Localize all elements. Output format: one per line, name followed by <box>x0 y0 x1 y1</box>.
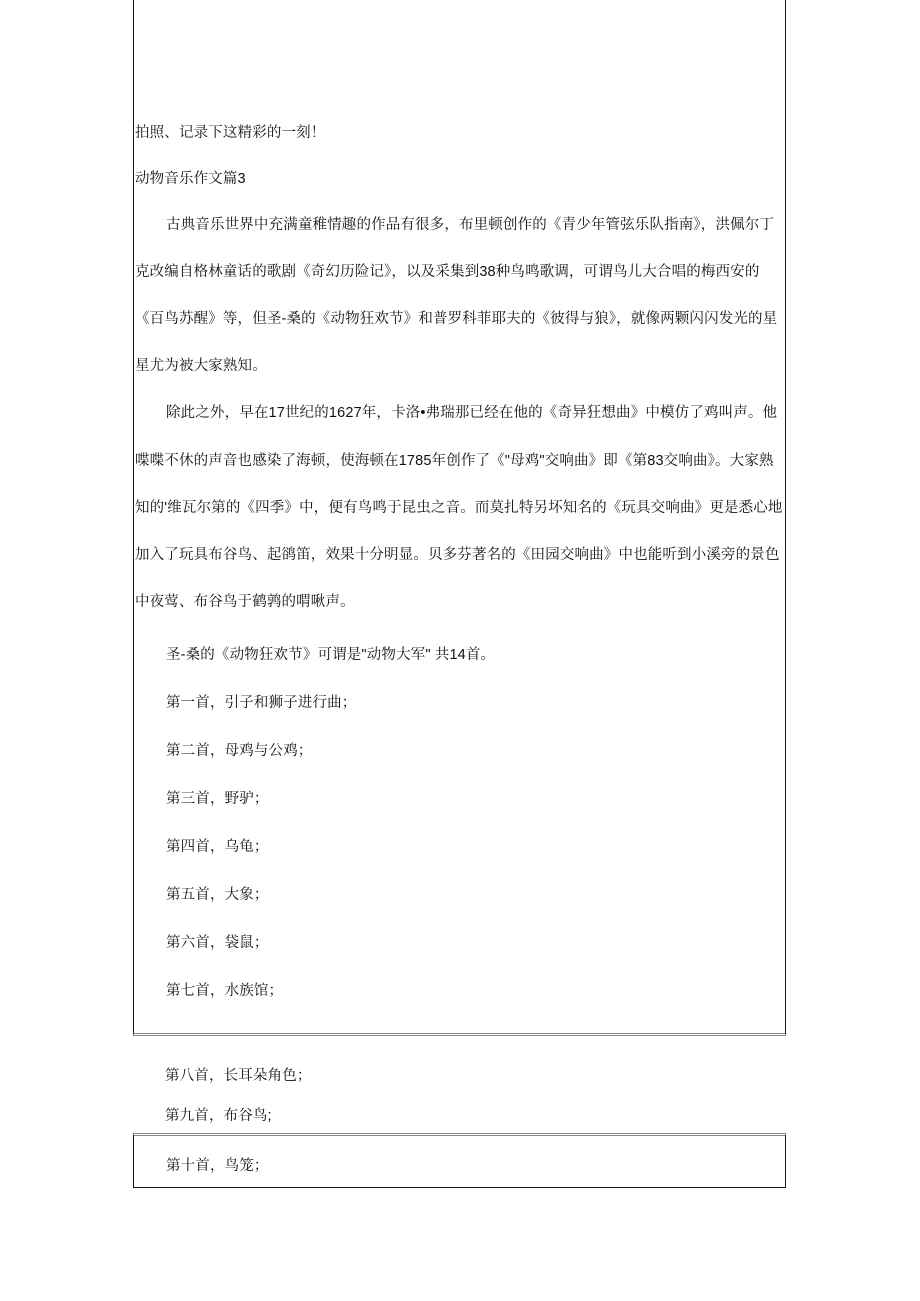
page-content-2 <box>133 1046 784 1132</box>
text-line: 星尤为被大家熟知。 <box>135 358 267 374</box>
text-line: 第七首，水族馆； <box>166 983 284 999</box>
document-page-block-1 <box>133 0 786 1036</box>
page-content-1 <box>134 0 785 1033</box>
text-line: 第三首，野驴； <box>166 791 269 807</box>
text-line: 第十首，鸟笼； <box>166 1158 269 1174</box>
text-line: 《百鸟苏醒》等，但圣-桑的《动物狂欢节》和普罗科菲耶夫的《彼得与狼》，就像两颗闪闪发光的星 <box>135 311 778 327</box>
text-line: 拍照、记录下这精彩的一刻！ <box>135 125 326 141</box>
text-line: 喋喋不休的声音也感染了海顿，使海顿在1785年创作了《"母鸡"交响曲》即《第83交响曲》。大家熟 <box>135 453 774 469</box>
text-line: 第四首，乌龟； <box>166 839 269 855</box>
text-line: 中夜莺、布谷鸟于鹤鹑的喟啾声。 <box>135 594 355 610</box>
text-line: 第六首，袋鼠； <box>166 935 269 951</box>
text-line: 加入了玩具布谷鸟、起鹆笛，效果十分明显。贝多芬著名的《田园交响曲》中也能听到小溪旁的景色 <box>135 547 780 563</box>
document-page-block-2 <box>133 1046 784 1132</box>
page-content-3 <box>134 1136 785 1187</box>
text-line: 克改编自格林童话的歌剧《奇幻历险记》，以及采集到38种鸟鸣歌调，可谓鸟儿大合唱的梅西安的 <box>135 264 760 280</box>
text-line: 古典音乐世界中充满童稚情趣的作品有很多，布里顿创作的《青少年管弦乐队指南》，洪佩尔丁 <box>166 217 775 233</box>
text-line: 第五首，大象； <box>166 887 269 903</box>
document-page-block-3 <box>133 1133 786 1188</box>
text-line: 第二首，母鸡与公鸡； <box>166 743 313 759</box>
text-line: 知的'维瓦尔第的《四季》中，便有鸟鸣于昆虫之音。而莫扎特另坏知名的《玩具交响曲》更是悉心地 <box>135 500 783 516</box>
text-line: 除此之外，早在17世纪的1627年，卡洛•弗瑞那已经在他的《奇异狂想曲》中模仿了鸡叫声。他 <box>166 405 778 421</box>
text-line: 圣-桑的《动物狂欢节》可谓是"动物大军" 共14首。 <box>166 647 496 663</box>
text-line: 第八首，长耳朵角色； <box>165 1068 312 1084</box>
text-line: 第一首，引子和狮子进行曲； <box>166 695 357 711</box>
text-line: 第九首，布谷鸟; <box>165 1108 272 1124</box>
text-line: 动物音乐作文篇3 <box>135 171 246 187</box>
